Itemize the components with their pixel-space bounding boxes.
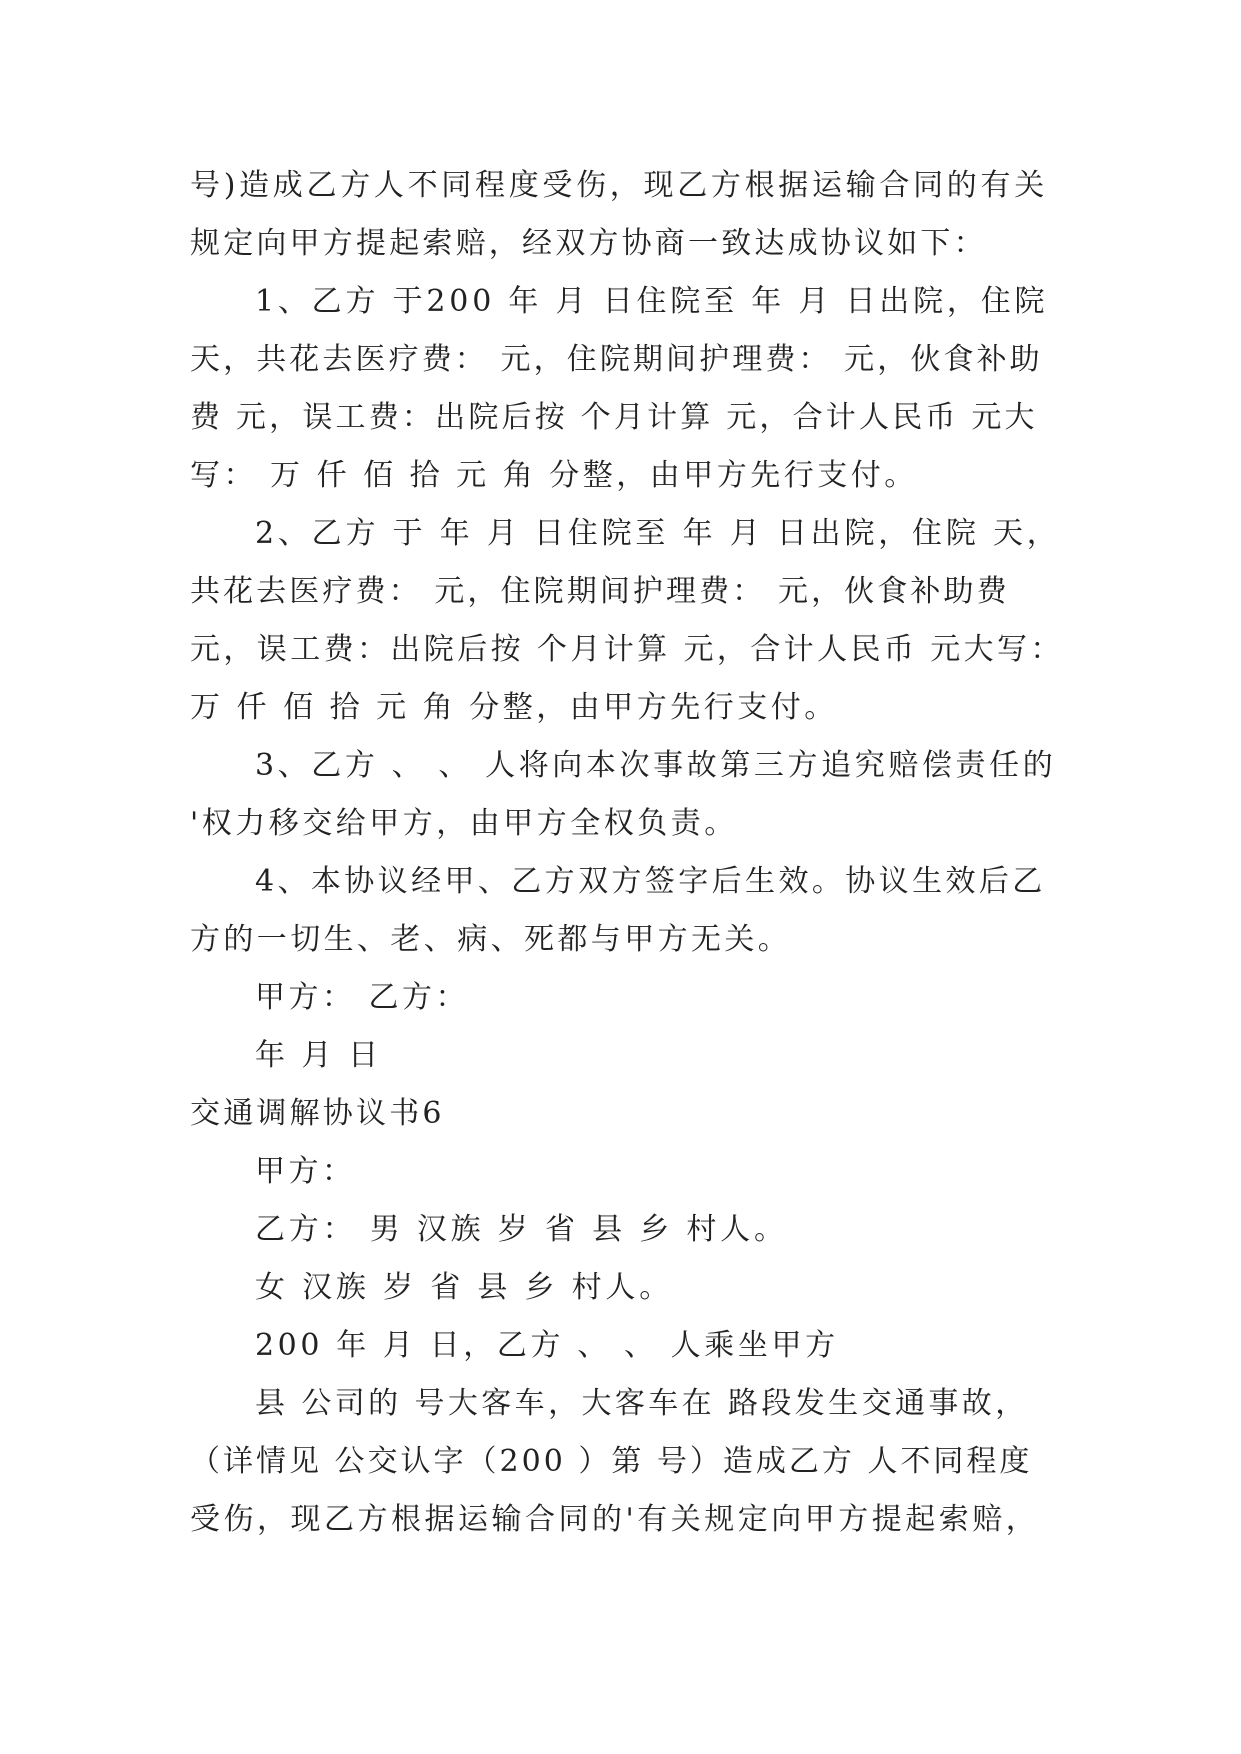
incident-line-1: 200 年 月 日，乙方 、 、 人乘坐甲方: [255, 1328, 839, 1363]
clause-1-line-1: 1、乙方 于200 年 月 日住院至 年 月 日出院，住院: [255, 284, 1049, 319]
clause-2-line-1: 2、乙方 于 年 月 日住院至 年 月 日出院，住院 天，: [255, 516, 1061, 551]
incident-line-2: 县 公司的 号大客车，大客车在 路段发生交通事故，: [255, 1386, 1029, 1421]
date-line: 年 月 日: [255, 1038, 382, 1073]
clause-2-line-3: 元，误工费：出院后按 个月计算 元，合计人民币 元大写：: [190, 632, 1064, 667]
party-b-line-2: 女 汉族 岁 省 县 乡 村人。: [255, 1270, 674, 1305]
party-b-line: 乙方： 男 汉族 岁 省 县 乡 村人。: [255, 1212, 788, 1247]
body-line-2: 规定向甲方提起索赔，经双方协商一致达成协议如下：: [190, 226, 987, 261]
incident-line-3: （详情见 公交认字（200 ）第 号）造成乙方 人不同程度: [190, 1444, 1033, 1479]
clause-3-line-1: 3、乙方 、 、 人将向本次事故第三方追究赔偿责任的: [255, 748, 1057, 783]
section-title: 交通调解协议书6: [190, 1096, 445, 1131]
party-a-line: 甲方：: [255, 1154, 356, 1189]
signature-line: 甲方： 乙方：: [255, 980, 470, 1015]
clause-1-line-4: 写： 万 仟 佰 拾 元 角 分整，由甲方先行支付。: [190, 458, 918, 493]
clause-2-line-4: 万 仟 佰 拾 元 角 分整，由甲方先行支付。: [190, 690, 838, 725]
incident-line-4: 受伤，现乙方根据运输合同的'有关规定向甲方提起索赔，: [190, 1502, 1040, 1537]
clause-2-line-2: 共花去医疗费： 元，住院期间护理费： 元，伙食补助费: [190, 574, 1010, 609]
clause-4-line-1: 4、本协议经甲、乙方双方签字后生效。协议生效后乙: [255, 864, 1046, 899]
body-line-1: 号)造成乙方人不同程度受伤，现乙方根据运输合同的有关: [190, 168, 1048, 203]
clause-4-line-2: 方的一切生、老、病、死都与甲方无关。: [190, 922, 792, 957]
clause-1-line-3: 费 元，误工费：出院后按 个月计算 元，合计人民币 元大: [190, 400, 1038, 435]
clause-3-line-2: '权力移交给甲方，由甲方全权负责。: [190, 806, 738, 841]
clause-1-line-2: 天，共花去医疗费： 元，住院期间护理费： 元，伙食补助: [190, 342, 1043, 377]
